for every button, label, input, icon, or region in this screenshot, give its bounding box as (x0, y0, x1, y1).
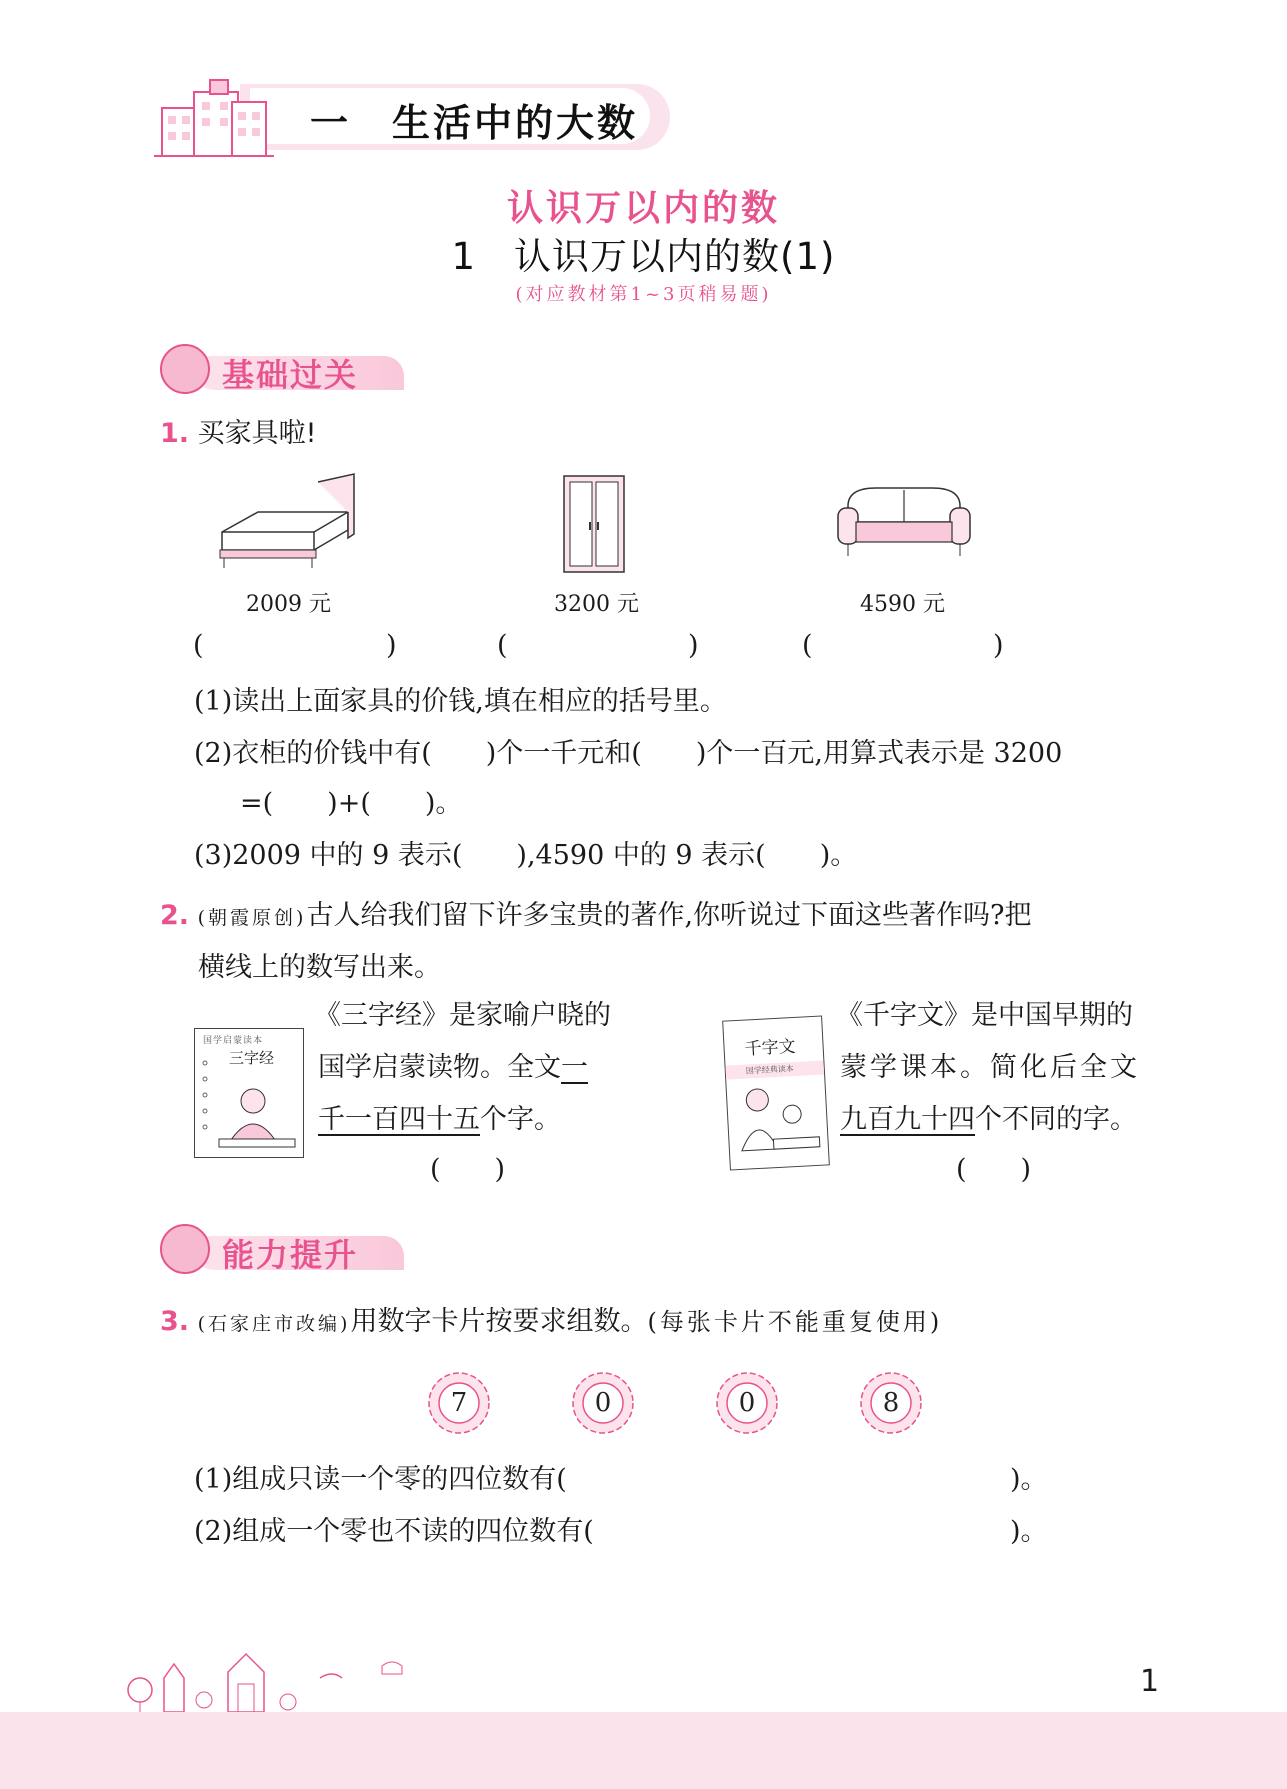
town-decoration-icon (120, 1644, 420, 1714)
teacher-avatar-icon (160, 344, 210, 394)
price-bed: 2009 元 (246, 592, 331, 617)
book-cover-sanzijing (194, 1028, 304, 1158)
question-3-header (160, 1304, 942, 1342)
digit-card-value: 8 (882, 1388, 900, 1418)
digit-card (570, 1370, 636, 1436)
book-cover-qianziwen (722, 1015, 830, 1170)
book-1-text-line-1: 《三字经》是家喻户晓的 (314, 1000, 611, 1031)
question-3-sub-1-end: )。 (1010, 1464, 1048, 1495)
lesson-note: (对应教材第1~3页稍易题) (515, 284, 772, 305)
section-badge-basic (160, 344, 410, 396)
digit-card-value: 0 (738, 1388, 756, 1418)
question-source: (朝霞原创) (197, 907, 307, 929)
price-wardrobe: 3200 元 (554, 592, 639, 617)
question-1-sub-1: (1)读出上面家具的价钱,填在相应的括号里。 (194, 686, 727, 717)
question-number: 3. (160, 1306, 190, 1337)
underlined-number: 一 (561, 1052, 588, 1083)
unit-title: 认识万以内的数 (506, 188, 780, 229)
book-2-text-line-2: 蒙学课本。简化后全文 (840, 1052, 1140, 1083)
answer-paren-open: ( (497, 630, 508, 661)
question-1-sub-2-line-1: (2)衣柜的价钱中有( )个一千元和( )个一百元,用算式表示是 3200 (194, 738, 1063, 769)
book-2-answer: ( ) (956, 1154, 1032, 1185)
book-cover-top: 国学启蒙读本 (203, 1036, 264, 1046)
question-title: 买家具啦! (197, 418, 317, 449)
book-1-text-line-3 (318, 1102, 561, 1138)
wardrobe-icon (560, 470, 630, 580)
section-title-advanced: 能力提升 (222, 1236, 359, 1274)
sofa-icon (836, 482, 972, 562)
answer-paren-open: ( (802, 630, 813, 661)
book-2-text-line-1: 《千字文》是中国早期的 (836, 1000, 1133, 1031)
book-cover-title: 三字经 (229, 1049, 275, 1067)
book-2-text-line-3 (840, 1102, 1137, 1138)
answer-paren-close: ) (993, 630, 1004, 661)
question-1-sub-2-line-2: =( )+( )。 (240, 788, 463, 819)
question-1-sub-3: (3)2009 中的 9 表示( ),4590 中的 9 表示( )。 (194, 840, 858, 871)
digit-card (426, 1370, 492, 1436)
book-cover-sub: 国学经典读本 (745, 1064, 794, 1076)
answer-paren-close: ) (386, 630, 397, 661)
question-3-sub-1: (1)组成只读一个零的四位数有( (194, 1464, 567, 1495)
teacher-and-child-icon (730, 1077, 824, 1166)
answer-paren-open: ( (193, 630, 204, 661)
teacher-avatar-icon (160, 1224, 210, 1274)
question-3-sub-2: (2)组成一个零也不读的四位数有( (194, 1516, 594, 1547)
digit-card-value: 7 (450, 1388, 468, 1418)
book-1-answer: ( ) (430, 1154, 506, 1185)
section-badge-advanced (160, 1224, 410, 1276)
question-number: 2. (160, 900, 190, 931)
answer-paren-close: ) (688, 630, 699, 661)
digit-card-value: 0 (594, 1388, 612, 1418)
building-illustration-icon (150, 78, 300, 162)
question-2-header (160, 898, 1032, 936)
bed-icon (218, 472, 358, 572)
child-reading-icon (199, 1043, 299, 1153)
question-text: 古人给我们留下许多宝贵的著作,你听说过下面这些著作吗?把 (306, 900, 1032, 931)
question-2-line-2: 横线上的数写出来。 (198, 952, 441, 983)
book-1-text: 国学启蒙读物。全文 (318, 1052, 561, 1083)
question-source: (石家庄市改编) (197, 1313, 351, 1335)
chapter-title: 一 生活中的大数 (310, 101, 639, 145)
book-cover-title: 千字文 (744, 1036, 797, 1060)
footer-band (0, 1712, 1287, 1789)
question-note: (每张卡片不能重复使用) (647, 1308, 943, 1336)
price-sofa: 4590 元 (860, 592, 945, 617)
underlined-number: 九百九十四 (840, 1104, 975, 1135)
page-number: 1 (1140, 1664, 1160, 1699)
book-2-text: 个不同的字。 (975, 1104, 1137, 1135)
question-3-sub-2-end: )。 (1010, 1516, 1048, 1547)
book-1-text: 个字。 (480, 1104, 561, 1135)
question-1-header (160, 416, 316, 452)
question-title: 用数字卡片按要求组数。 (350, 1306, 648, 1337)
book-1-text-line-2 (318, 1050, 588, 1086)
digit-card (714, 1370, 780, 1436)
lesson-title: 1 认识万以内的数(1) (451, 235, 836, 278)
underlined-number: 千一百四十五 (318, 1104, 480, 1135)
section-title-basic: 基础过关 (222, 356, 359, 394)
question-number: 1. (160, 418, 190, 449)
digit-card (858, 1370, 924, 1436)
